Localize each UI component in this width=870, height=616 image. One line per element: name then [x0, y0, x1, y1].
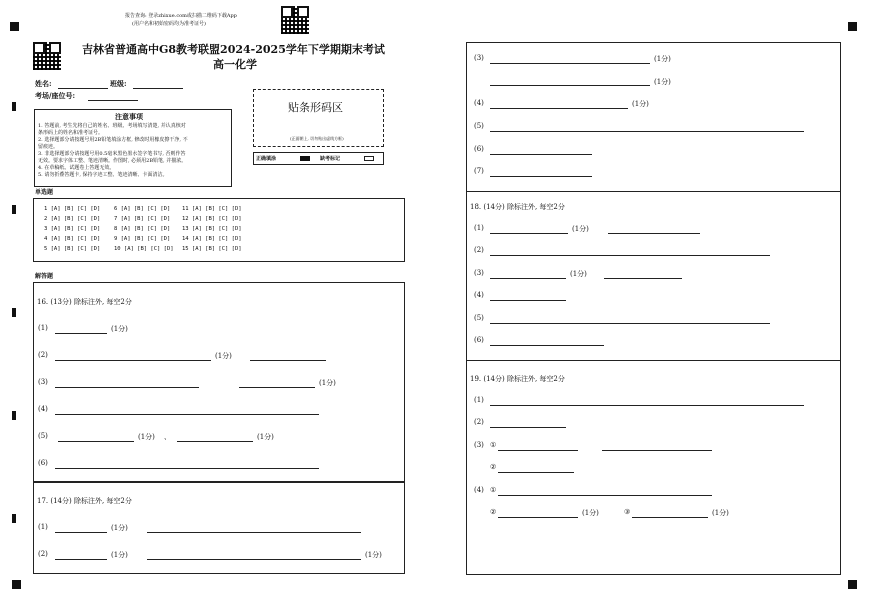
score-note: (1分): [111, 551, 128, 559]
notes-box: [34, 109, 232, 187]
barcode-hint: (正面朝上, 切勿贴出虚线方框): [290, 136, 344, 141]
score-note: (1分): [582, 509, 599, 517]
absent-mark-label: 缺考标记: [320, 156, 341, 162]
circled-number: ③: [624, 508, 631, 516]
q17-part-label: (4): [474, 99, 484, 107]
score-note: (1分): [215, 352, 232, 360]
notes-line: 1. 答题前, 考生先将自己的姓名、班级、考场填写清楚, 并认真核对: [38, 123, 186, 129]
q16-part-label: (5): [38, 432, 48, 440]
score-note: (1分): [257, 433, 274, 441]
circled-number: ②: [490, 463, 497, 471]
q19-title: 19. (14分) 除标注外, 每空2分: [470, 375, 565, 383]
q16-3-blank[interactable]: [55, 387, 199, 388]
timing-mark: [12, 205, 16, 214]
score-note: (1分): [572, 225, 589, 233]
q16-title: 16. (13分) 除标注外, 每空2分: [37, 298, 132, 306]
q17-part-label: (7): [474, 167, 484, 175]
q19-4-3-blank[interactable]: [632, 517, 708, 518]
q17-4-blank[interactable]: [490, 108, 628, 109]
q19-part-label: (4): [474, 486, 484, 494]
notes-line: 条形码上的姓名和准考证号。: [38, 130, 104, 136]
q19-4-2-blank[interactable]: [498, 517, 578, 518]
q16-5b-blank[interactable]: [177, 441, 253, 442]
q17-3b-blank[interactable]: [490, 85, 650, 86]
registration-mark: [12, 580, 21, 589]
class-label: 班级:: [110, 79, 127, 88]
timing-mark: [12, 514, 16, 523]
absent-mark-checkbox[interactable]: [364, 156, 374, 161]
notes-line: 无效。要求字体工整、笔迹清晰。作图时, 必须用2B铅笔, 并描浓。: [38, 158, 187, 164]
q16-4-blank[interactable]: [55, 414, 319, 415]
q18-3b-blank[interactable]: [604, 278, 682, 279]
score-note: (1分): [632, 100, 649, 108]
q16-3b-blank[interactable]: [239, 387, 315, 388]
class-field[interactable]: [133, 88, 183, 89]
q17-part-label: (6): [474, 145, 484, 153]
notes-line: 留痕迹。: [38, 144, 59, 150]
q17-6-blank[interactable]: [490, 154, 592, 155]
q16-part-label: (4): [38, 405, 48, 413]
choice-row[interactable]: 13 [A] [B] [C] [D]: [182, 226, 242, 232]
q17-part-label: (1): [38, 523, 48, 531]
q18-2-blank[interactable]: [490, 255, 770, 256]
registration-mark: [848, 22, 857, 31]
registration-mark: [10, 22, 19, 31]
score-note: (1分): [654, 55, 671, 63]
q19-3-1b-blank[interactable]: [602, 450, 712, 451]
name-field[interactable]: [58, 88, 108, 89]
q18-title: 18. (14分) 除标注外, 每空2分: [470, 203, 565, 211]
fill-example-bar: [253, 152, 384, 165]
score-note: (1分): [111, 524, 128, 532]
q19-part-label: (2): [474, 418, 484, 426]
q16-6-blank[interactable]: [55, 468, 319, 469]
q18-part-label: (3): [474, 269, 484, 277]
q18-part-label: (4): [474, 291, 484, 299]
name-label: 姓名:: [35, 79, 52, 88]
choice-row[interactable]: 8 [A] [B] [C] [D]: [114, 226, 171, 232]
q19-part-label: (3): [474, 441, 484, 449]
barcode-area: [253, 89, 384, 147]
q17-2b-blank[interactable]: [147, 559, 361, 560]
side-qr-code: [33, 42, 61, 70]
timing-mark: [12, 411, 16, 420]
top-qr-code: [281, 6, 309, 34]
q19-box: [466, 360, 841, 575]
exam-subject: 高一化学: [213, 58, 257, 71]
choice-row[interactable]: 11 [A] [B] [C] [D]: [182, 206, 242, 212]
q16-5-blank[interactable]: [58, 441, 134, 442]
choice-row[interactable]: 14 [A] [B] [C] [D]: [182, 236, 242, 242]
q17-part-label: (2): [38, 550, 48, 558]
report-notice: 报告查询: 登录zhixue.com或扫描二维码下载App: [125, 13, 237, 19]
choice-answer-grid: [33, 198, 405, 262]
q18-box: [466, 191, 841, 361]
q18-part-label: (5): [474, 314, 484, 322]
q17-1-blank[interactable]: [55, 532, 107, 533]
answer-section-label: 解答题: [35, 273, 54, 280]
q19-3-2-blank[interactable]: [498, 472, 574, 473]
q16-part-label: (3): [38, 378, 48, 386]
notes-heading: 注意事项: [115, 112, 143, 121]
circled-number: ①: [490, 486, 497, 494]
q17-title: 17. (14分) 除标注外, 每空2分: [37, 497, 132, 505]
choice-section-label: 单选题: [35, 189, 54, 196]
choice-row[interactable]: 6 [A] [B] [C] [D]: [114, 206, 171, 212]
q19-3-1-blank[interactable]: [498, 450, 578, 451]
choice-row[interactable]: 7 [A] [B] [C] [D]: [114, 216, 171, 222]
q16-2b-blank[interactable]: [250, 360, 326, 361]
choice-row[interactable]: 5 [A] [B] [C] [D]: [44, 246, 101, 252]
q17-1b-blank[interactable]: [147, 532, 361, 533]
correct-fill-label: 正确填涂: [256, 156, 277, 162]
q18-1-blank[interactable]: [490, 233, 568, 234]
score-note: (1分): [138, 433, 155, 441]
circled-number: ①: [490, 441, 497, 449]
q16-part-label: (1): [38, 324, 48, 332]
timing-mark: [12, 308, 16, 317]
choice-row[interactable]: 4 [A] [B] [C] [D]: [44, 236, 101, 242]
notes-line: 3. 非选择题部分请按题号用0.5毫米黑色墨水签字笔书写, 否则作答: [38, 151, 186, 157]
q18-5-blank[interactable]: [490, 323, 770, 324]
score-note: (1分): [712, 509, 729, 517]
barcode-title: 贴条形码区: [288, 101, 343, 114]
q18-3-blank[interactable]: [490, 278, 566, 279]
q19-2-blank[interactable]: [490, 427, 566, 428]
notes-line: 4. 在草稿纸、试题卷上答题无效。: [38, 165, 115, 171]
q18-part-label: (1): [474, 224, 484, 232]
score-note: (1分): [570, 270, 587, 278]
score-note: (1分): [365, 551, 382, 559]
notes-line: 2. 选择题部分请按题号用2B铅笔填涂方框, 修改时用橡皮擦干净, 不: [38, 137, 188, 143]
registration-mark: [848, 580, 857, 589]
q17-5-blank[interactable]: [490, 131, 804, 132]
q19-1-blank[interactable]: [490, 405, 804, 406]
q16-part-label: (2): [38, 351, 48, 359]
circled-number: ②: [490, 508, 497, 516]
correct-fill-sample: [300, 156, 310, 161]
q19-part-label: (1): [474, 396, 484, 404]
exam-title: 吉林省普通高中G8教考联盟2024-2025学年下学期期末考试: [82, 43, 385, 56]
q18-part-label: (6): [474, 336, 484, 344]
q17-2-blank[interactable]: [55, 559, 107, 560]
choice-row[interactable]: 2 [A] [B] [C] [D]: [44, 216, 101, 222]
q17-continued-box: [466, 42, 841, 192]
q18-part-label: (2): [474, 246, 484, 254]
q16-2-blank[interactable]: [55, 360, 211, 361]
q17-part-label: (3): [474, 54, 484, 62]
q16-1-blank[interactable]: [55, 333, 107, 334]
q18-6-blank[interactable]: [490, 345, 604, 346]
choice-row[interactable]: 12 [A] [B] [C] [D]: [182, 216, 242, 222]
choice-row[interactable]: 1 [A] [B] [C] [D]: [44, 206, 101, 212]
q18-1b-blank[interactable]: [608, 233, 700, 234]
q18-4-blank[interactable]: [490, 300, 566, 301]
notes-line: 5. 请勿折叠答题卡, 保持字迹工整、笔迹清晰、卡面清洁。: [38, 172, 168, 178]
report-notice-sub: (用户名和初始密码均为准考证号): [132, 21, 206, 27]
choice-row[interactable]: 10 [A] [B] [C] [D]: [114, 246, 174, 252]
q19-4-1-blank[interactable]: [498, 495, 712, 496]
score-note: (1分): [319, 379, 336, 387]
choice-row[interactable]: 15 [A] [B] [C] [D]: [182, 246, 242, 252]
q17-part-label: (5): [474, 122, 484, 130]
room-seat-label: 考场/座位号:: [35, 91, 76, 100]
separator: 、: [164, 433, 171, 441]
score-note: (1分): [654, 78, 671, 86]
q16-part-label: (6): [38, 459, 48, 467]
room-seat-field[interactable]: [88, 100, 138, 101]
choice-row[interactable]: 9 [A] [B] [C] [D]: [114, 236, 171, 242]
timing-mark: [12, 102, 16, 111]
q17-7-blank[interactable]: [490, 176, 592, 177]
q17-3-blank[interactable]: [490, 63, 650, 64]
q16-box: [33, 282, 405, 482]
choice-row[interactable]: 3 [A] [B] [C] [D]: [44, 226, 101, 232]
score-note: (1分): [111, 325, 128, 333]
